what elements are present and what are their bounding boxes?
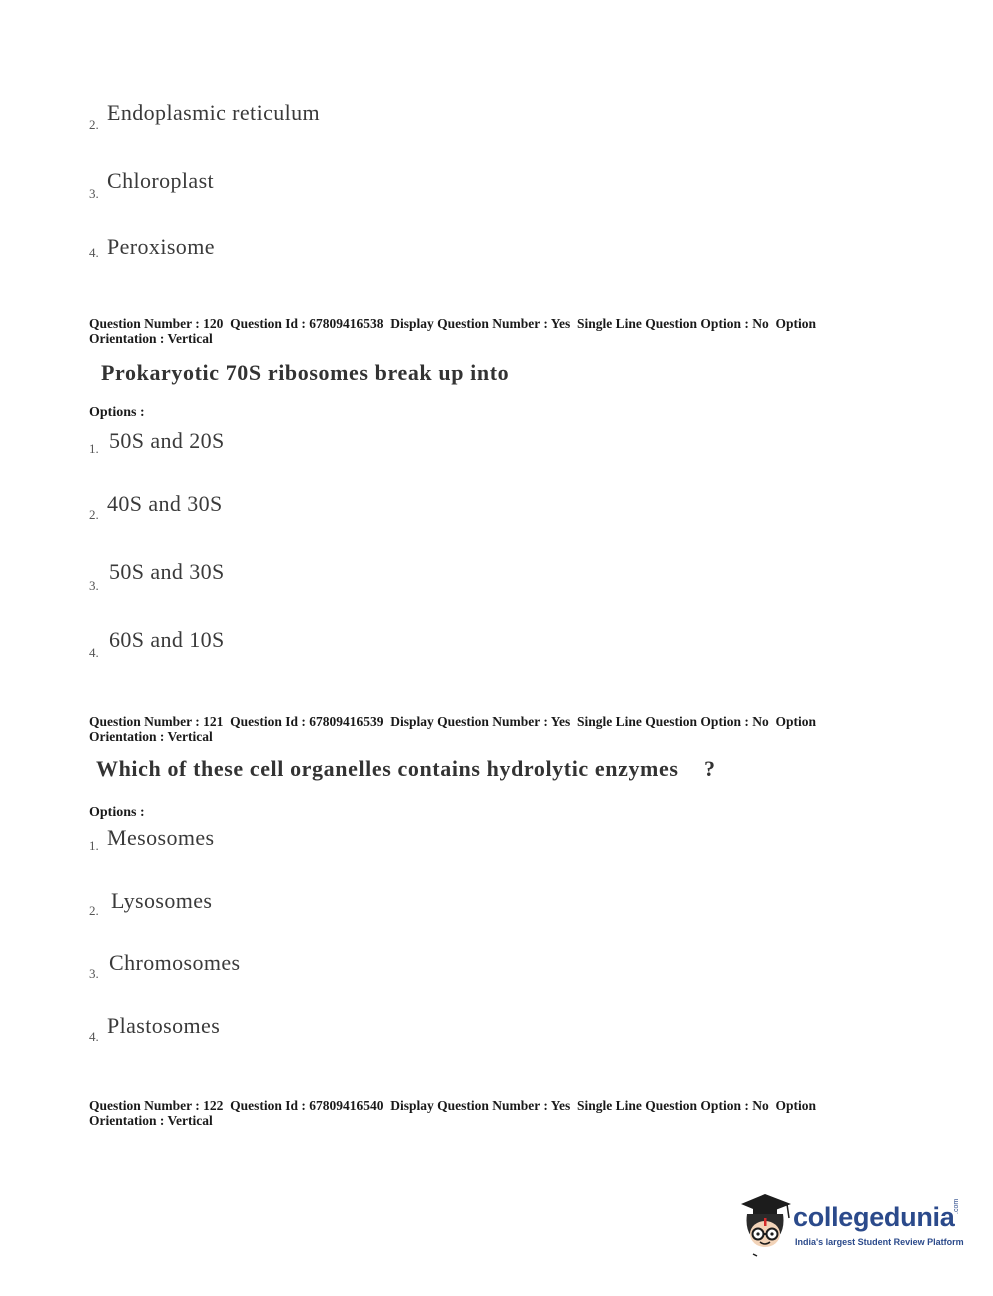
meta-line-2: Orientation : Vertical xyxy=(89,1113,213,1128)
option-text: Chloroplast xyxy=(107,168,215,193)
meta-line-1: Question Number : 122 Question Id : 67809416540 Display Question Number : Yes Single Line Question Option : No Option xyxy=(89,1098,816,1113)
meta-line-2: Orientation : Vertical xyxy=(89,729,213,744)
option-number: 1. xyxy=(89,441,99,456)
option-text: Chromosomes xyxy=(109,950,241,975)
logo-domain: .com xyxy=(953,1198,960,1214)
option-number: 1. xyxy=(89,838,99,853)
logo-wordmark: collegedunia xyxy=(793,1202,955,1232)
option-text: 50S and 20S xyxy=(109,428,225,453)
option-number: 2. xyxy=(89,507,99,522)
option-text: Endoplasmic reticulum xyxy=(107,100,321,125)
option-number: 2. xyxy=(89,117,99,132)
option-text: Mesosomes xyxy=(107,825,215,850)
question-mark: ? xyxy=(704,756,716,781)
option-number: 4. xyxy=(89,245,99,260)
option-text: Lysosomes xyxy=(111,888,213,913)
option-text: Plastosomes xyxy=(107,1013,221,1038)
option-text: Peroxisome xyxy=(107,234,215,259)
option-number: 3. xyxy=(89,578,99,593)
meta-line-2: Orientation : Vertical xyxy=(89,331,213,346)
collegedunia-logo xyxy=(735,1188,965,1258)
option-text: 60S and 10S xyxy=(109,627,225,652)
option-number: 2. xyxy=(89,903,99,918)
meta-line-1: Question Number : 120 Question Id : 67809416538 Display Question Number : Yes Single Line Question Option : No Option xyxy=(89,316,816,331)
option-number: 3. xyxy=(89,966,99,981)
options-label: Options : xyxy=(89,405,145,420)
question-text: Which of these cell organelles contains hydrolytic enzymes xyxy=(96,756,679,781)
logo-tagline: India's largest Student Review Platform xyxy=(795,1237,964,1247)
option-text: 50S and 30S xyxy=(109,559,225,584)
question-text: Prokaryotic 70S ribosomes break up into xyxy=(101,360,510,385)
option-text: 40S and 30S xyxy=(107,491,223,516)
option-number: 4. xyxy=(89,645,99,660)
meta-line-1: Question Number : 121 Question Id : 67809416539 Display Question Number : Yes Single Line Question Option : No Option xyxy=(89,714,816,729)
options-label: Options : xyxy=(89,805,145,820)
mascot-icon xyxy=(735,1188,795,1258)
option-number: 4. xyxy=(89,1029,99,1044)
question-meta xyxy=(89,1098,889,1128)
question-meta xyxy=(89,714,889,744)
question-meta xyxy=(89,316,889,346)
option-number: 3. xyxy=(89,186,99,201)
